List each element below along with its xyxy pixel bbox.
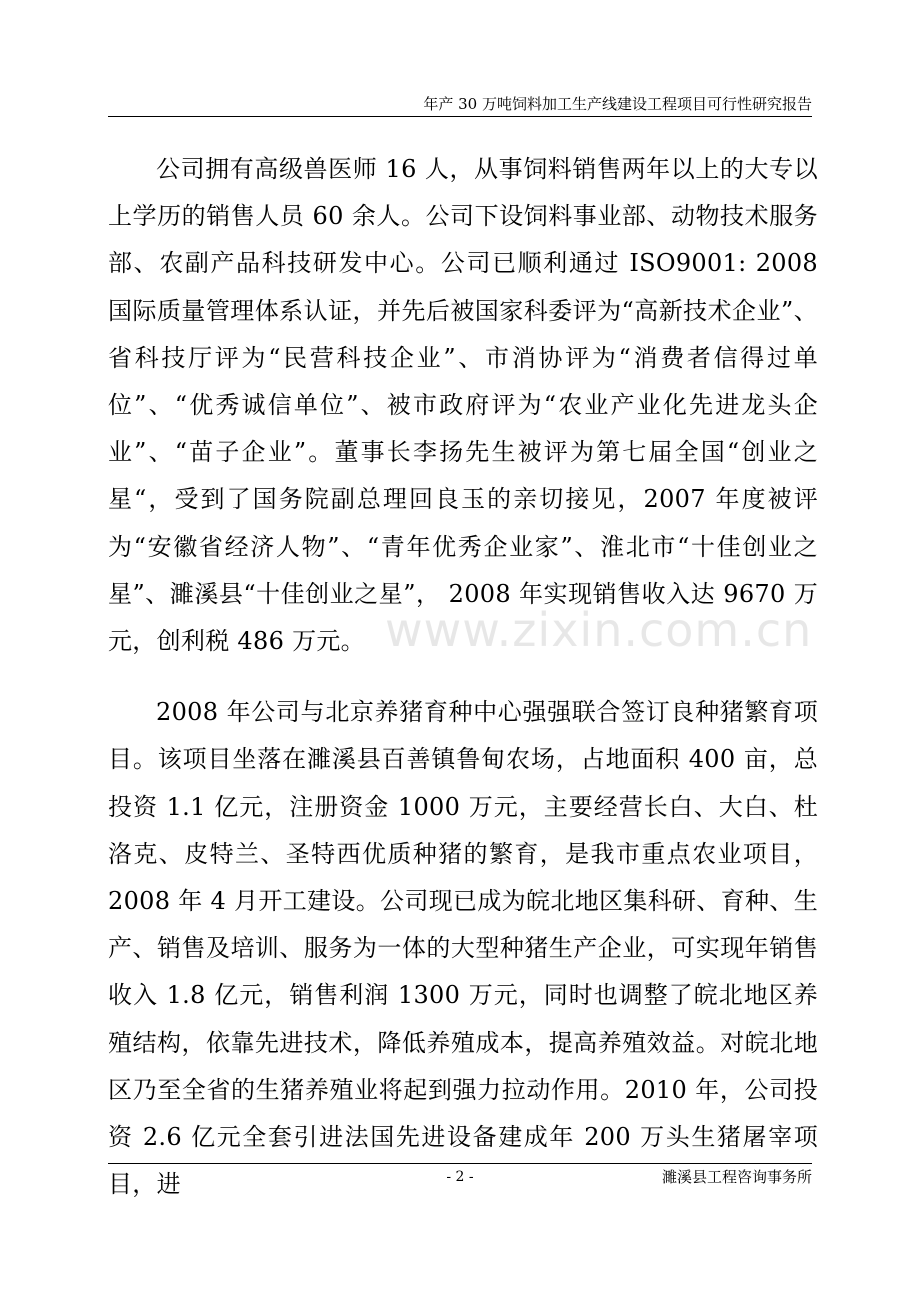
page-number: - 2 -: [446, 1169, 474, 1185]
watermark: www.zixin.com.cn: [385, 603, 813, 657]
footer-divider: [108, 1163, 812, 1164]
footer-organization: 濉溪县工程咨询事务所: [661, 1168, 812, 1186]
body-text: [108, 146, 818, 1208]
paragraph-company-credentials: 公司拥有高级兽医师 16 人，从事饲料销售两年以上的大专以上学历的销售人员 60 余人。公司下设饲料事业部、动物技术服务部、农副产品科技研发中心。公司已顺利通过 ISO9001: 2008 国际质量管理体系认证，并先后被国家科委评为“高新技术企业”、省科技厅评为“民营科技企业”、市消协评为“消费者信得过单位”、“优秀诚信单位”、被市政府评为“农业产业化先进龙头企业”、“苗子企业”。董事长李扬先生被评为第七届全国“创业之星“，受到了国务院副总理回良玉的亲切接见，2007 年度被评为“安徽省经济人物”、“青年优秀企业家”、淮北市“十佳创业之星”、濉溪县“十佳创业之星”， 2008 年实现销售收入达 9670 万元，创利税 486 万元。: [108, 155, 818, 656]
running-header-title: 年产 30 万吨饲料加工生产线建设工程项目可行性研究报告: [423, 95, 812, 113]
header-divider: [108, 116, 812, 117]
paragraph-breeding-project: 2008 年公司与北京养猪育种中心强强联合签订良种猪繁育项目。该项目坐落在濉溪县百善镇鲁甸农场，占地面积 400 亩，总投资 1.1 亿元，注册资金 1000 万元，主要经营长白、大白、杜洛克、皮特兰、圣特西优质种猪的繁育，是我市重点农业项目，2008 年 4 月开工建设。公司现已成为皖北地区集科研、育种、生产、销售及培训、服务为一体的大型种猪生产企业，可实现年销售收入 1.8 亿元，销售利润 1300 万元，同时也调整了皖北地区养殖结构，依靠先进技术，降低养殖成本，提高养殖效益。对皖北地区乃至全省的生猪养殖业将起到强力拉动作用。2010 年，公司投资 2.6 亿元全套引进法国先进设备建成年 200 万头生猪屠宰项目，进: [108, 698, 818, 1199]
